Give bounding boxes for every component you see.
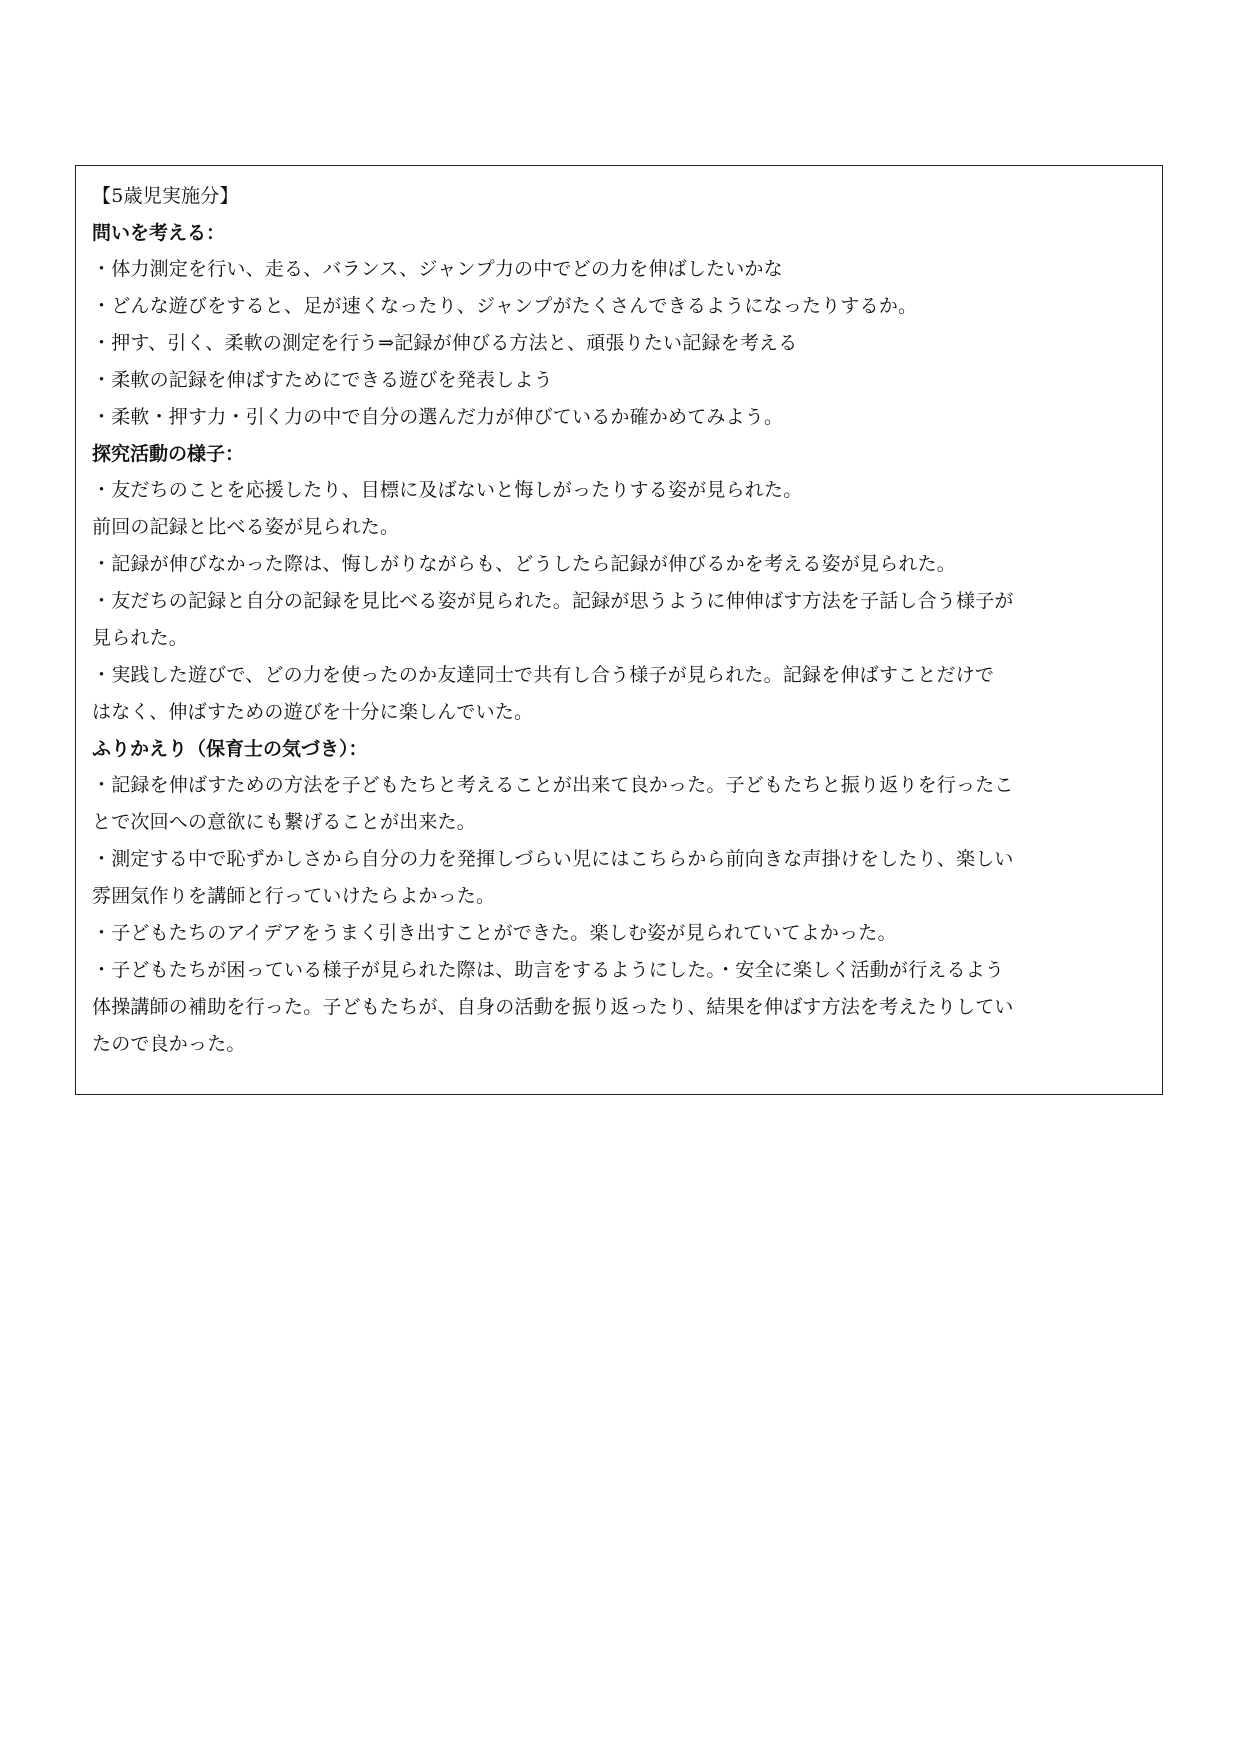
text-line: ・実践した遊びで、どの力を使ったのか友達同士で共有し合う様子が見られた。記録を伸ばすことだけで <box>92 664 995 686</box>
document-title: 【5歳児実施分】 <box>92 185 239 207</box>
text-line: ・友だちの記録と自分の記録を見比べる姿が見られた。記録が思うように伸伸ばす方法を子話し合う様子が <box>92 590 1014 612</box>
text-line: ・柔軟・押す力・引く力の中で自分の選んだ力が伸びているか確かめてみよう。 <box>92 406 784 428</box>
text-line: ・記録を伸ばすための方法を子どもたちと考えることが出来て良かった。子どもたちと振り返りを行ったこ <box>92 774 1014 796</box>
text-line: とで次回への意欲にも繋げることが出来た。 <box>92 811 477 833</box>
text-line: 雰囲気作りを講師と行っていけたらよかった。 <box>92 885 496 907</box>
section-heading-reflection: ふりかえり（保育士の気づき）： <box>92 738 368 760</box>
text-line: ・子どもたちが困っている様子が見られた際は、助言をするようにした。・安全に楽しく活動が行えるよう <box>92 959 1005 981</box>
text-line: ・測定する中で恥ずかしさから自分の力を発揮しづらい児にはこちらから前向きな声掛けをしたり、楽しい <box>92 848 1014 870</box>
text-line: たので良かった。 <box>92 1033 246 1055</box>
text-line: 見られた。 <box>92 627 189 649</box>
text-line: 体操講師の補助を行った。子どもたちが、自身の活動を振り返ったり、結果を伸ばす方法を考えたりしてい <box>92 996 1014 1018</box>
section-heading-questions: 問いを考える： <box>92 222 226 244</box>
text-line: ・子どもたちのアイデアをうまく引き出すことができた。楽しむ姿が見られていてよかった。 <box>92 922 897 944</box>
text-line: ・押す、引く、柔軟の測定を行う⇒記録が伸びる方法と、頑張りたい記録を考える <box>92 332 798 354</box>
text-line: ・記録が伸びなかった際は、悔しがりながらも、どうしたら記録が伸びるかを考える姿が見られた。 <box>92 553 957 575</box>
report-box <box>75 165 1163 1095</box>
text-line: はなく、伸ばすための遊びを十分に楽しんでいた。 <box>92 701 534 723</box>
text-line: ・体力測定を行い、走る、バランス、ジャンプ力の中でどの力を伸ばしたいかな <box>92 258 783 280</box>
section-heading-activity: 探究活動の様子： <box>92 443 245 465</box>
text-line: ・友だちのことを応援したり、目標に及ばないと悔しがったりする姿が見られた。 <box>92 479 803 501</box>
text-line: ・柔軟の記録を伸ばすためにできる遊びを発表しよう <box>92 369 553 391</box>
text-line: ・どんな遊びをすると、足が速くなったり、ジャンプがたくさんできるようになったりするか。 <box>92 295 918 317</box>
text-line: 前回の記録と比べる姿が見られた。 <box>92 516 400 538</box>
